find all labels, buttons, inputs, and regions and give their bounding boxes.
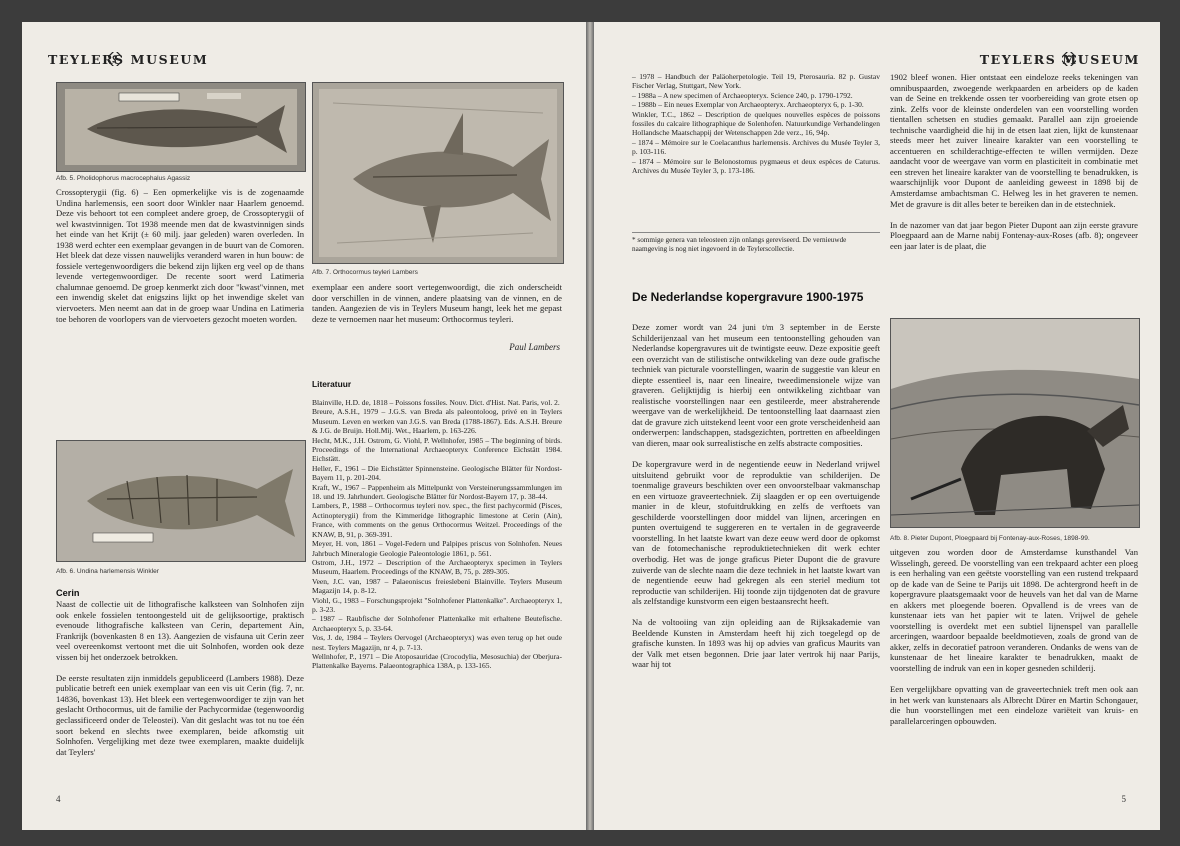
right-page <box>594 22 1160 830</box>
figure-8-caption: Afb. 8. Pieter Dupont, Ploegpaard bij Fontenay-aux-Roses, 1898-99. <box>890 535 1090 542</box>
left-col2-top <box>312 282 562 324</box>
references-continued: – 1978 – Handbuch der Paläoherpetologie. Teil 19, Pterosauria. 82 p. Gustav Fischer Verlag, Stuttgart, New York. – 1988a – A new specimen of Archaeopteryx. Science 240, p. 1790-1792. – 1988b – Ein neues Exemplar von Archaeopteryx. Archaeopteryx 6, p. 1-30. Winkler, T.C., 1862 – Description de quelques nouvelles espèces de poissons fossiles du calcaire lithographique de Solenhofen. Natuurkundige Verhandelingen Hollandsche Maatschappij der Wetenschappen 2de verz., 16, 94p. – 1874 – Mémoire sur le Coelacanthus harlemensis. Archives du Musée Teyler 3, p. 103-116. – 1874 – Mémoire sur le Belonostomus pygmaeus et deux espèces de Caturus. Archives du Musée Teyler 3, p. 173-186. <box>632 72 880 176</box>
figure-6-undina <box>56 440 306 562</box>
page-number-left: 4 <box>56 794 61 804</box>
masthead-left <box>48 52 208 67</box>
cerin-body <box>56 599 304 757</box>
dupont-paragraph-4: Een vergelijkbare opvatting van de graveertechniek treft men ook aan in het werk van kunstenaars als Albrecht Dürer en Martin Schongauer, die hun voorstellingen met een eindeloze variëteit van kruis- en parallelarceringen opbouwden. <box>890 684 1138 726</box>
masthead-right <box>980 52 1140 67</box>
orthocormus-paragraph: exemplaar een andere soort vertegenwoordigt, die zich onderscheidt door verschillen in de vinnen, andere plaatsing van de vinnen, en de tanden. Aangezien de vis in Teylers Museum hangt, leek het me gepast deze te vernoemen naar het museum: Orthocormus teyleri. <box>312 282 562 324</box>
page-number-right: 5 <box>1121 794 1126 804</box>
intro-paragraph-3: Na de voltooiing van zijn opleiding aan de Rijksakademie van Beeldende Kunsten in Amsterdam heeft hij zich toegelegd op de grafische kunsten. In 1893 was hij op advies van graficus Maurits van der Valk met etsen begonnen. Drie jaar later vertrok hij naar Parijs, waar hij tot <box>632 617 880 670</box>
figure-8-ploegpaard <box>890 318 1140 528</box>
section-title: De Nederlandse kopergravure 1900-1975 <box>632 290 864 304</box>
figure-5-caption: Afb. 5. Pholidophorus macrocephalus Agassiz <box>56 175 191 182</box>
book-spine <box>586 22 594 830</box>
figure-5-pholidophorus <box>56 82 306 172</box>
dupont-paragraph-1: 1902 bleef wonen. Hier ontstaat een eindeloze reeks tekeningen van omnibuspaarden, zwoegende werkpaarden en arbeiders op de kaden van de Seine en trekkende ossen ter voorbereiding van grote etsen op zink. Zelfs voor de kleinste onderdelen van een voorstelling worden tientallen schetsen en studies gemaakt. Parallel aan zijn groeiende technische vaardigheid die hij in de etsen laat zien, lijkt de kunstenaar steeds meer het zuiver lineaire karakter van een voorstelling te accentueren en schilderachtige-effecten te willen vermijden. Deze aandacht voor de weergave van vorm en plasticiteit in combinatie met een streven het lineaire karakter van de voorstelling te benadrukken, is waarschijnlijk voor Dupont de aanleiding geweest in 1898 bij de Amsterdamse ambachtsman C. Helweg les in het graveren te nemen. Met de gravure is dit alles beter te bereiken dan in de etstechniek. <box>890 72 1138 209</box>
right-col2-top <box>890 72 1138 251</box>
teylers-logo-icon <box>1062 52 1076 66</box>
dupont-paragraph-3: uitgeven zou worden door de Amsterdamse kunsthandel Van Wisselingh, gereed. De voorstelling van een trekpaard achter een ploeg is een herhaling van een geëtste voorstelling van een rustend trekpaard op de kade van de Seine te Parijs uit 1898. De achtergrond heeft in de kopergravure plaatsgemaakt voor de heuvels van het dal van de Marne en akkers met ploegende boeren. Opvallend is de vrees van de kunstenaar iets van het papier wit te laten. Vrijwel de gehele voorstelling is overdekt met een subtiel lijnenspel van parallelle arceringen, waardoor bepaalde beeldmotieven, zoals de grond van de akker, zelfs in decoratief patroon veranderen. Ondanks de wens van de kunstenaar de het lineaire karakter te benadrukken, maakt de voorstelling de indruk van een in koper gesneden schilderij. <box>890 547 1138 674</box>
crossopterygii-paragraph: Crossopterygii (fig. 6) – Een opmerkelijke vis is de zogenaamde Undina harlemensis, een soort door Winkler naar Haarlem genoemd. Deze vis behoort tot een compleet andere groep, de Crossopterygii of wel kwastvinnigen. Tot 1938 meende men dat de kwastvinnigen sinds het einde van het Krijt (± 60 milj. jaar geleden) waren overleden. In 1938 werd echter een exemplaar gevangen in de buurt van de Comoren. Het bleek dat deze vissen nauwelijks veranderd waren in hun bouw: de fossiele vertegenwoordigers die bekend zijn lijken erg veel op de thans levende vertegenwoordiger. De recente soort werd Latimeria chalumnae genoemd. De groep kenmerkt zich door "kwast"vinnen, met een inwendig skelet dat enigszins lijkt op het inwendige skelet van viervoeters. Men neemt aan dat in de groep waar Undina en Latimeria toe behoren de voorlopers van de viervoeters gezocht moeten worden. <box>56 187 304 324</box>
cerin-paragraph-1: Naast de collectie uit de lithografische kalksteen van Solnhofen zijn ook enkele fossielen tentoongesteld uit de gelijksoortige, praktisch evenoude lithografische kalksteen van Cerin, departement Ain, Frankrijk (bovenkasten 8 en 13). Aangezien de visfauna uit Cerin zeer veel overeenkomst vertoont met die uit Solnhofen, worden ook deze vissen bij het onderzoek betrokken. <box>56 599 304 662</box>
figure-7-caption: Afb. 7. Orthocormus teyleri Lambers <box>312 269 418 276</box>
footnote-rule <box>632 232 880 233</box>
teylers-logo-icon <box>108 52 122 66</box>
intro-paragraph-2: De kopergravure werd in de negentiende eeuw in Nederland vrijwel uitsluitend gebruikt voor de reproduktie van schilderijen. De toenmalige graveurs beschikten over een onvoorstelbaar vakmanschap en een virtuoze graveertechniek. Zij slaagden er op een overtuigende manier in de kleur, stofuitdrukking en zelfs de verftoets van geschilderde voorstellingen door middel van lijnen, arceringen en punten overtuigend te suggereren en te vertalen in de gegraveerde voorstelling. In het laatste kwart van deze eeuw werd door de opkomst van de fotomechanische reproduktietechnieken dit werk echter overbodig. Het was de jonge graficus Pieter Dupont die de gravure zuiverde van de slechte naam die deze techniek in het laatste kwart van de negentiende eeuw had gekregen als een steriel medium tot reproductie van schilderijen. Hij toonde zijn tijdgenoten dat de gravure als zelfstandige kunstvorm een eigen bestaansrecht heeft. <box>632 459 880 607</box>
cerin-paragraph-2: De eerste resultaten zijn inmiddels gepubliceerd (Lambers 1988). Deze publicatie betreft een uniek exemplaar van een vis uit Cerin (fig. 7, nr. 14836, bovenkast 13). Het bleek een vertegenwoordiger te zijn van het geslacht Orthocormus, uit de familie der Pachycormidae (tegenwoordig geclassificeerd onder de Teleostei). Van dit geslacht was tot nu toe één soort bekend en slechts twee exemplaren, beide afkomstig uit Solnhofen. Vergelijking met deze twee exemplaren, maakte duidelijk dat Teylers' <box>56 672 304 757</box>
dupont-paragraph-2: In de nazomer van dat jaar begon Pieter Dupont aan zijn eerste gravure Ploegpaard aan de Marne nabij Fontenay-aux-Roses (afb. 8); ongeveer een jaar later is de plaat, die <box>890 219 1138 251</box>
right-col2-bottom <box>890 547 1138 726</box>
footnote: * sommige genera van teleosteen zijn onlangs gereviseerd. De vernieuwde naamgeving is nog niet ingevoerd in de Teylerscollectie. <box>632 236 847 253</box>
figure-6-caption: Afb. 6. Undina harlemensis Winkler <box>56 568 159 575</box>
left-page <box>22 22 586 830</box>
author-signature: Paul Lambers <box>509 342 560 352</box>
intro-paragraph-1: Deze zomer wordt van 24 juni t/m 3 september in de Eerste Schilderijenzaal van het museum een tentoonstelling gehouden van Nederlandse kopergravures uit de twintigste eeuw. Deze expositie geeft een overzicht van de stilistische ontwikkeling van deze oude grafische techniek van picturale voorstellingen, waarin de suggestie van kleur en diepte essentieel is, naar een lineaire, tweedimensionele wijze van graveren. Gelijktijdig is hierbij een ontwikkeling zichtbaar van realistische voorstellingen naar een gestileerde, meer abstraherende weergave van de werkelijkheid. De tentoonstelling laat daarnaast zien dat de gravure zich uitstekend leent voor een grote verscheidenheid aan onderwerpen: landschappen, stadsgezichten, portretten en afbeeldingen van dieren, maar ook surrealistische en zelfs abstracte composities. <box>632 322 880 449</box>
left-col1-top <box>56 187 304 324</box>
masthead-right-text: TEYLERS MUSEUM <box>979 52 1140 67</box>
intro-body <box>632 322 880 670</box>
cerin-heading: Cerin <box>56 588 80 598</box>
masthead-left-text: TEYLERS MUSEUM <box>48 52 209 67</box>
figure-7-orthocormus <box>312 82 564 264</box>
literature-list: Blainville, H.D. de, 1818 – Poissons fossiles. Nouv. Dict. d'Hist. Nat. Paris, vol. 2. Breure, A.S.H., 1979 – J.G.S. van Breda als paleontoloog, privé en in Teylers Museum. Leven en werken van J.G.S. van Breda (1788-1867). Eds. A.S.H. Breure & J.G. de Bruijn. Holl.Mij. Wet., Haarlem, p. 163-226. Hecht, M.K., J.H. Ostrom, G. Viohl, P. Wellnhofer, 1985 – The beginning of birds. Proceedings of the International Archaeopteryx Conference Eichstätt 1984. Eichstätt. Heller, F., 1961 – Die Eichstätter Spinnensteine. Geologische Blätter für Nordost-Bayern 11, p. 201-204. Kraft, W., 1967 – Pappenheim als Mittelpunkt von Versteinerungssammlungen im 18. und 19. Jahrhundert. Geologische Blätter für Nordost-Bayern 17, p. 38-44. Lambers, P., 1988 – Orthocormus teyleri nov. spec., the first pachycormid (Pisces, Actinopterygii) from the Kimmeridge lithographic limestone at Cerin (Ain), France, with comments on the genus Orthocormus Weitzel. Proceedings of the KNAW, B, 91, p. 369-391. Meyer, H. von, 1861 – Vogel-Federn und Palpipes priscus von Solnhofen. Neues Jahrbuch Mineralogie Geologie Paleontologie 1861, p. 561. Ostrom, J.H., 1972 – Description of the Archaeopteryx specimen in Teylers Museum, Haarlem. Proceedings of the KNAW, B, 75, p. 289-305. Veen, J.C. van, 1987 – Palaeoniscus freieslebeni Blainville. Teylers Museum Magazijn 14, p. 8-12. Viohl, G., 1983 – Forschungsprojekt "Solnhofener Plattenkalke". Archaeopteryx 1, p. 3-23. – 1987 – Raubfische der Solnhofener Plattenkalke mit erhaltene Beutefische. Archaeopteryx 5, p. 33-64. Vos, J. de, 1984 – Teylers Oervogel (Archaeopteryx) was even terug op het oude nest. Teylers Magazijn, nr 4, p. 7-13. Wellnhofer, P., 1971 – Die Atoposauridae (Crocodylia, Mesosuchia) der Oberjura-Plattenkalke Bayerns. Palaeontographica 138A, p. 133-165. <box>312 398 562 671</box>
literature-heading: Literatuur <box>312 379 352 389</box>
